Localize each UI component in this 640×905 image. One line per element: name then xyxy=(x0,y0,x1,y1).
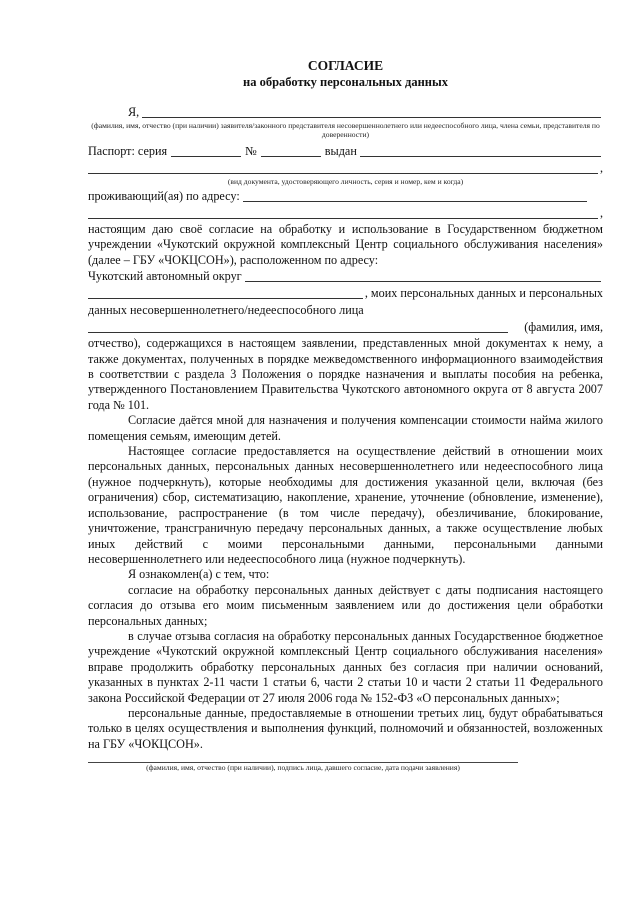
fio-label: (фамилия, имя, xyxy=(524,320,603,335)
withdrawal-paragraph: в случае отзыва согласия на обработку персональных данных Государственное бюджетное учреждение «Чукотский окружной комплексный Центр социального обслуживания населения» вправе продолжить обработку персональных данных без согласия при наличии оснований, указанных в пунктах 2-11 части 1 статьи 6, части 2 статьи 10 и части 2 статьи 11 Федерального закона Российской Федерации от 27 июля 2006 года № 152-ФЗ «О персональных данных»; xyxy=(88,628,603,705)
passport-row xyxy=(88,143,603,160)
document-title: СОГЛАСИЕ xyxy=(307,58,384,73)
passport-number-label: № xyxy=(245,144,257,158)
passport-row-2 xyxy=(88,160,603,177)
signature-caption: (фамилия, имя, отчество (при наличии), подпись лица, давшего согласие, дата подачи заявления) xyxy=(146,763,460,773)
consent-paragraph-rest: отчество), содержащихся в настоящем заявлении, представленных мной документах к нему, а также документах, полученных в порядке межведомственного информационного взаимодействия в соответствии с раздела 3 Положения о порядке назначения и выплаты пособия на ребенка, утвержденного Постановлением Правительства Чукотского автономного округа от 8 августа 2007 года № 101. xyxy=(88,336,603,412)
minor-row xyxy=(88,302,603,319)
name-caption: (фамилия, имя, отчество (при наличии) заявителя/законного представителя несовершеннолетнего или недееспособного лица, члена семьи, представителя по доверенности) xyxy=(91,121,600,139)
validity-paragraph: согласие на обработку персональных данных действует с даты подписания настоящего согласия до отзыва его моим письменным заявлением или до достижения цели обработки персональных данных; xyxy=(88,582,603,628)
passport-caption: (вид документа, удостоверяющего личность, серия и номер, кем и когда) xyxy=(227,177,464,186)
comma: , xyxy=(599,161,603,175)
issued-by-field[interactable] xyxy=(360,143,601,157)
document-subtitle: на обработку персональных данных xyxy=(243,75,448,89)
name-row xyxy=(88,104,603,121)
address-row xyxy=(88,188,603,205)
issued-by-label: выдан xyxy=(324,144,357,158)
consent-paragraph-lead: настоящим даю своё согласие на обработку и использование в Государственном бюджетном учреждении «Чукотский окружной комплексный Центр социального обслуживания населения» (далее – ГБУ «ЧОКЦСОН»), расположенном по адресу: xyxy=(88,222,603,267)
passport-number-field[interactable] xyxy=(261,143,321,157)
purpose-paragraph: Согласие даётся мной для назначения и получения компенсации стоимости найма жилого помещения семьям, имеющим детей. xyxy=(88,413,603,443)
address-label: проживающий(ая) по адресу: xyxy=(88,189,240,203)
minor-label: данных несовершеннолетнего/недееспособного лица xyxy=(88,303,364,318)
address-field[interactable] xyxy=(243,188,587,202)
third-parties-paragraph: персональные данные, предоставляемые в отношении третьих лиц, будут обрабатываться только в целях осуществления и выполнения функций, полномочий и обязанностей, возложенных на ГБУ «ЧОКЦСОН». xyxy=(88,705,603,751)
region-address-field[interactable] xyxy=(245,268,601,282)
passport-series-field[interactable] xyxy=(171,143,241,157)
full-name-field[interactable] xyxy=(142,104,601,118)
address-continuation-field[interactable] xyxy=(88,285,363,299)
passport-series-label: Паспорт: серия xyxy=(88,144,168,158)
comma-2: , xyxy=(599,206,603,220)
minor-name-field[interactable] xyxy=(88,319,508,333)
address-row-2 xyxy=(88,205,603,222)
region-label: Чукотский автономный округ xyxy=(88,269,242,284)
address-field-2[interactable] xyxy=(88,205,598,219)
acknowledged-paragraph: Я ознакомлен(а) с тем, что: xyxy=(128,567,270,582)
mine-label: , моих персональных данных и персональных xyxy=(364,286,603,301)
minor-name-row xyxy=(88,319,603,336)
mine-row xyxy=(88,285,603,302)
passport-details-field[interactable] xyxy=(88,160,598,174)
actions-paragraph: Настоящее согласие предоставляется на осуществление действий в отношении моих персональных данных, персональных данных несовершеннолетнего или недееспособного лица (нужное подчеркнуть), которые необходимы для достижения указанной цели, включая (без ограничения) сбор, систематизацию, накопление, хранение, уточнение (обновление, изменение), использование, распространение (в том числе передачу), обезличивание, блокирование, уничтожение, трансграничную передачу персональных данных, а также осуществление любых иных действий с моими персональными данными, персональными данными несовершеннолетнего или недееспособного лица (нужное подчеркнуть). xyxy=(88,444,603,566)
region-row xyxy=(88,268,603,285)
consent-form xyxy=(88,58,603,772)
ya-label: Я, xyxy=(128,105,140,119)
